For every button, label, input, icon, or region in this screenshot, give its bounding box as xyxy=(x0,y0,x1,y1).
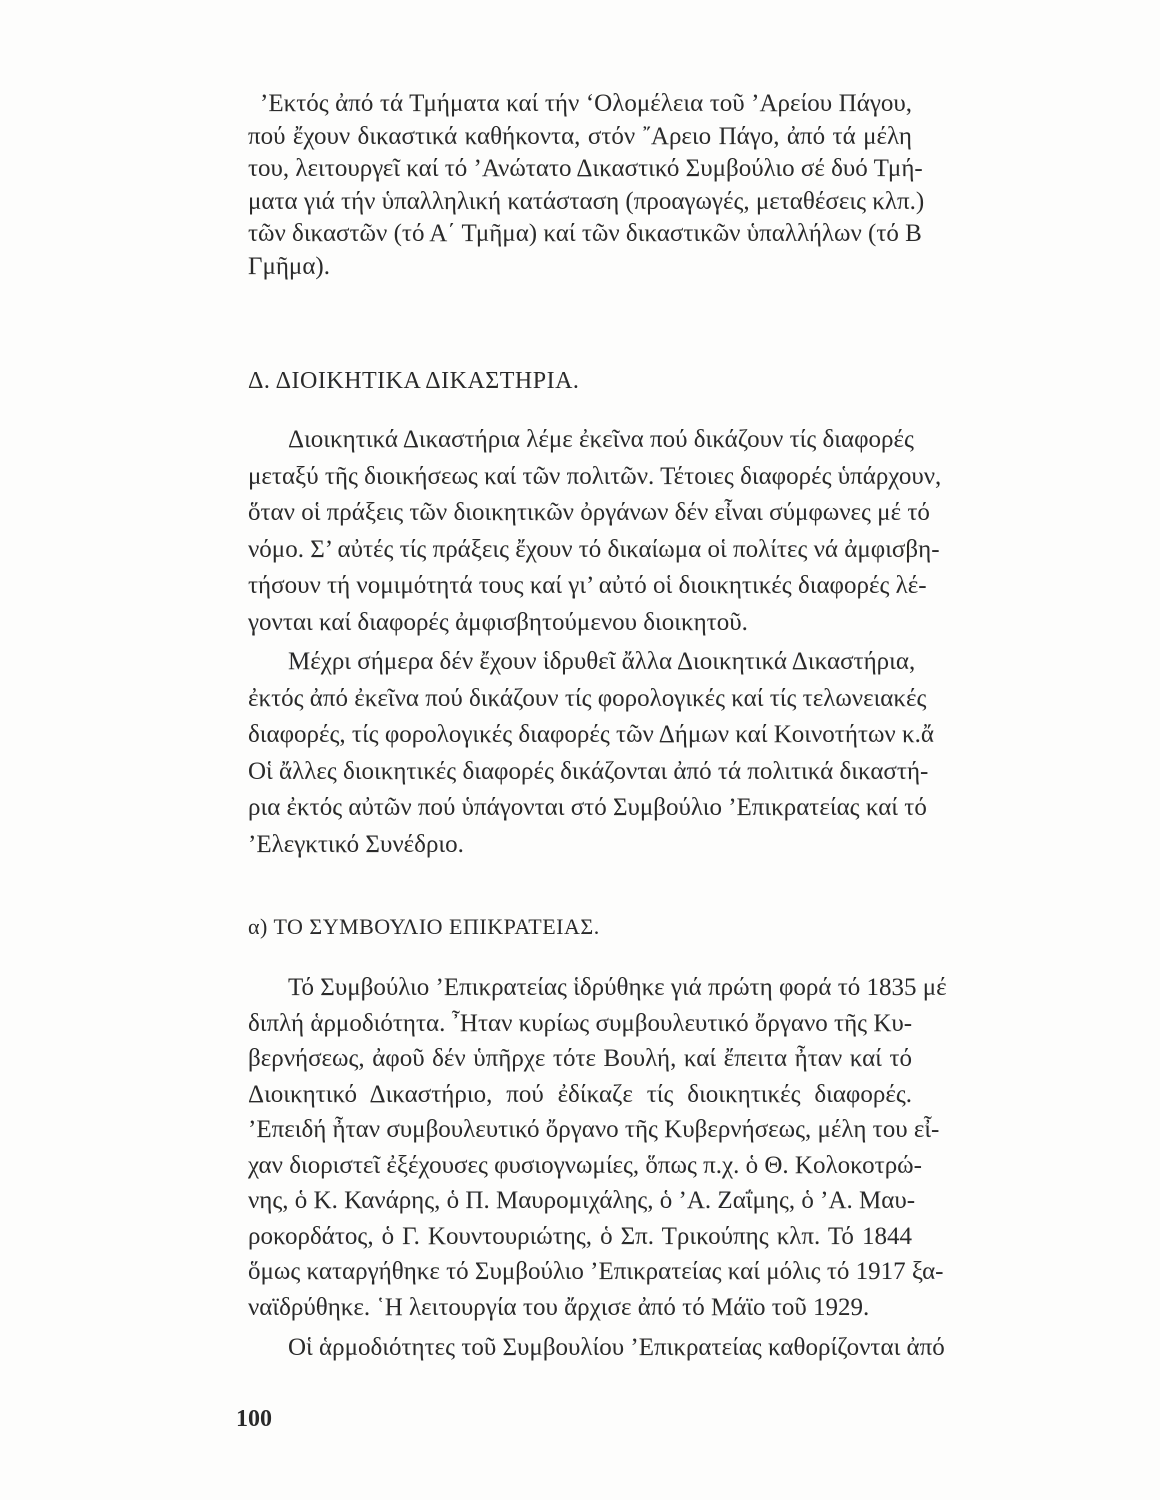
text-line: χαν διοριστεῖ ἐξέχουσες φυσιογνωμίες, ὅπως π.χ. ὁ Θ. Κολοκοτρώ- xyxy=(248,1151,922,1179)
text-line: ναϊδρύθηκε. ῾Η λειτουργία του ἄρχισε ἀπό τό Μάϊο τοῦ 1929. xyxy=(248,1293,870,1321)
text-line: του, λειτουργεῖ καί τό ’Ανώτατο Δικαστικό Συμβούλιο σέ δυό Τμή- xyxy=(248,155,923,182)
text-line: Οἱ ἄλλες διοικητικές διαφορές δικάζονται ἀπό τά πολιτικά δικαστή- xyxy=(248,757,929,785)
text-line: πού ἔχουν δικαστικά καθήκοντα, στόν ῎Αρειο Πάγο, ἀπό τά μέλη xyxy=(248,122,912,150)
text-line: ’Εκτός ἀπό τά Τμήματα καί τήν ‘Ολομέλεια τοῦ ’Αρείου Πάγου, xyxy=(260,90,912,117)
text-line: ρια ἐκτός αὐτῶν πού ὑπάγονται στό Συμβούλιο ’Επικρατείας καί τό xyxy=(248,794,927,822)
text-line: διαφορές, τίς φορολογικές διαφορές τῶν Δήμων καί Κοινοτήτων κ.ἄ xyxy=(248,721,934,749)
paragraph-council-of-state-competences xyxy=(248,1330,945,1365)
text-line: ’Επειδή ἦταν συμβουλευτικό ὄργανο τῆς Κυβερνήσεως, μέλη του εἶ- xyxy=(248,1116,940,1143)
text-line: ροκορδάτος, ὁ Γ. Κουντουριώτης, ὁ Σπ. Τρικούπης κλπ. Τό 1844 xyxy=(248,1222,912,1250)
section-heading-council-of-state: α) ΤΟ ΣΥΜΒΟΥΛΙΟ ΕΠΙΚΡΑΤΕΙΑΣ. xyxy=(248,914,600,939)
text-line: γονται καί διαφορές ἀμφισβητούμενου διοικητοῦ. xyxy=(248,608,748,636)
text-line: Διοικητικά Δικαστήρια λέμε ἐκεῖνα πού δικάζουν τίς διαφορές xyxy=(288,426,914,453)
text-line: τήσουν τή νομιμότητά τους καί γι’ αὐτό οἱ διοικητικές διαφορές λέ- xyxy=(248,572,927,599)
text-line: βερνήσεως, ἀφοῦ δέν ὑπῆρχε τότε Βουλή, καί ἔπειτα ἦταν καί τό xyxy=(248,1045,912,1072)
text-line: Μέχρι σήμερα δέν ἔχουν ἱδρυθεῖ ἄλλα Διοικητικά Δικαστήρια, xyxy=(288,648,916,675)
paragraph-council-of-state-history xyxy=(248,970,947,1325)
text-line: μεταξύ τῆς διοικήσεως καί τῶν πολιτῶν. Τέτοιες διαφορές ὑπάρχουν, xyxy=(248,462,942,490)
text-line: Οἱ ἁρμοδιότητες τοῦ Συμβουλίου ’Επικρατείας καθορίζονται ἀπό xyxy=(288,1334,945,1361)
text-line: Γμῆμα). xyxy=(248,252,331,280)
paragraph-administrative-courts-definition xyxy=(248,422,942,641)
text-line: Τό Συμβούλιο ’Επικρατείας ἱδρύθηκε γιά πρώτη φορά τό 1835 μέ xyxy=(288,974,947,1001)
text-line: τῶν δικαστῶν (τό Α΄ Τμῆμα) καί τῶν δικαστικῶν ὑπαλλήλων (τό Β xyxy=(248,220,922,247)
text-line: Διοικητικό Δικαστήριο, πού ἐδίκαζε τίς διοικητικές διαφορές. xyxy=(248,1080,912,1108)
text-line: νόμο. Σ’ αὐτές τίς πράξεις ἔχουν τό δικαίωμα οἱ πολίτες νά ἀμφισβη- xyxy=(248,535,940,563)
section-heading-administrative-courts: Δ. ΔΙΟΙΚΗΤΙΚΑ ΔΙΚΑΣΤΗΡΙΑ. xyxy=(248,368,580,394)
page-number: 100 xyxy=(236,1406,272,1432)
text-line: διπλή ἁρμοδιότητα. ῏Ηταν κυρίως συμβουλευτικό ὄργανο τῆς Κυ- xyxy=(248,1009,913,1037)
text-line: ὅμως καταργήθηκε τό Συμβούλιο ’Επικρατείας καί μόλις τό 1917 ξα- xyxy=(248,1258,944,1285)
text-line: ἐκτός ἀπό ἐκεῖνα πού δικάζουν τίς φορολογικές καί τίς τελωνειακές xyxy=(248,684,927,712)
text-line: ’Ελεγκτικό Συνέδριο. xyxy=(248,830,464,858)
text-line: ματα γιά τήν ὑπαλληλική κατάσταση (προαγωγές, μεταθέσεις κλπ.) xyxy=(248,187,925,215)
text-line: ὅταν οἱ πράξεις τῶν διοικητικῶν ὀργάνων δέν εἶναι σύμφωνες μέ τό xyxy=(248,499,930,526)
text-line: νης, ὁ Κ. Κανάρης, ὁ Π. Μαυρομιχάλης, ὁ ’Α. Ζαΐμης, ὁ ’Α. Μαυ- xyxy=(248,1187,916,1214)
paragraph-court-councils xyxy=(248,88,925,283)
paragraph-existing-courts xyxy=(248,644,934,864)
